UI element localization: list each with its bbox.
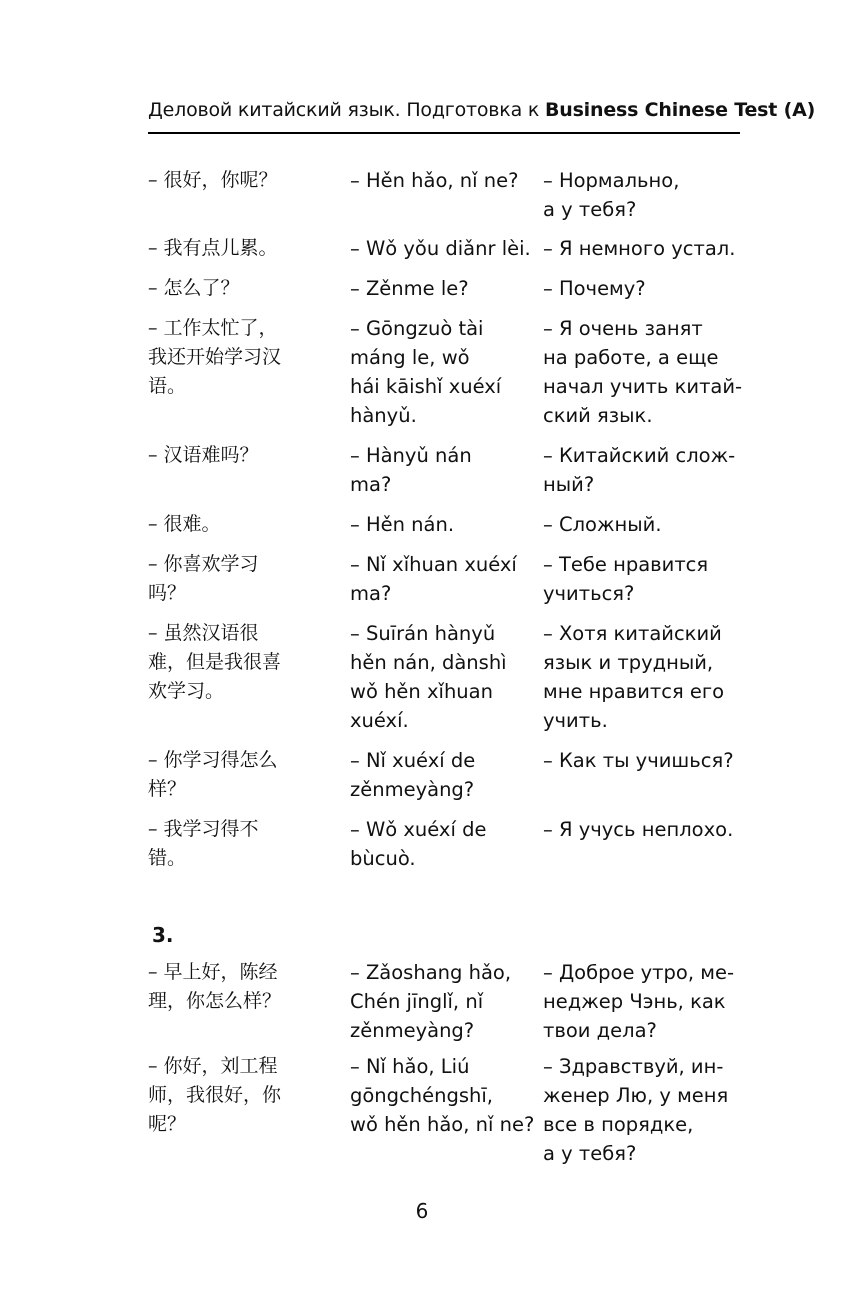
pinyin-line: hái kāishǐ xuéxí bbox=[350, 375, 502, 398]
russian-line: – Хотя китайский bbox=[543, 622, 722, 645]
pinyin-line: – Zěnme le? bbox=[350, 277, 469, 300]
russian-line: неджер Чэнь, как bbox=[543, 990, 726, 1013]
pinyin-line: – Nǐ xǐhuan xuéxí bbox=[350, 553, 517, 576]
chinese-line: – 你好，刘工程 bbox=[148, 1055, 278, 1077]
russian-line: женер Лю, у меня bbox=[543, 1084, 729, 1107]
chinese-line: 师，我很好，你 bbox=[148, 1084, 282, 1106]
chinese-line: – 很难。 bbox=[148, 513, 221, 535]
chinese-line: 语。 bbox=[148, 375, 187, 397]
chinese-line: 呢？ bbox=[148, 1113, 187, 1135]
pinyin-cell bbox=[350, 550, 528, 608]
chinese-cell bbox=[148, 619, 326, 706]
pinyin-line: máng le, wǒ bbox=[350, 346, 470, 369]
chinese-line: 吗？ bbox=[148, 582, 187, 604]
chinese-cell bbox=[148, 1052, 326, 1139]
pinyin-cell bbox=[350, 166, 528, 195]
russian-cell bbox=[543, 958, 738, 1045]
chinese-cell bbox=[148, 958, 326, 1016]
pinyin-line: – Nǐ xuéxí de bbox=[350, 749, 476, 772]
russian-line: на работе, а еще bbox=[543, 346, 719, 369]
pinyin-line: xuéxí. bbox=[350, 709, 409, 732]
russian-cell bbox=[543, 619, 738, 735]
pinyin-cell bbox=[350, 274, 528, 303]
russian-cell bbox=[543, 1052, 738, 1168]
pinyin-line: wǒ hěn xǐhuan bbox=[350, 680, 493, 703]
russian-cell bbox=[543, 510, 738, 539]
chinese-line: – 我有点儿累。 bbox=[148, 237, 278, 259]
page-number: 6 bbox=[415, 1199, 429, 1223]
pinyin-cell bbox=[350, 234, 531, 263]
chinese-cell bbox=[148, 234, 326, 263]
russian-line: язык и трудный, bbox=[543, 651, 714, 674]
russian-cell bbox=[543, 815, 738, 844]
chinese-line: 理，你怎么样？ bbox=[148, 990, 282, 1012]
chinese-line: – 你喜欢学习 bbox=[148, 553, 259, 575]
pinyin-line: – Gōngzuò tài bbox=[350, 317, 484, 340]
pinyin-line: hànyǔ. bbox=[350, 404, 417, 427]
chinese-cell bbox=[148, 815, 326, 873]
russian-line: учить. bbox=[543, 709, 608, 732]
russian-cell bbox=[543, 746, 738, 775]
chinese-cell bbox=[148, 441, 326, 470]
russian-cell bbox=[543, 441, 738, 499]
pinyin-cell bbox=[350, 958, 528, 1045]
pinyin-line: ma? bbox=[350, 473, 392, 496]
pinyin-line: – Wǒ yǒu diǎnr lèi. bbox=[350, 237, 531, 260]
pinyin-line: zěnmeyàng? bbox=[350, 1019, 475, 1042]
russian-line: – Сложный. bbox=[543, 513, 662, 536]
pinyin-line: – Wǒ xuéxí de bbox=[350, 818, 487, 841]
russian-line: ский язык. bbox=[543, 404, 653, 427]
russian-cell bbox=[543, 314, 743, 430]
pinyin-cell bbox=[350, 815, 528, 873]
chinese-line: – 汉语难吗？ bbox=[148, 444, 259, 466]
russian-line: – Почему? bbox=[543, 277, 646, 300]
pinyin-line: – Nǐ hǎo, Liú bbox=[350, 1055, 470, 1078]
russian-line: – Нормально, bbox=[543, 169, 680, 192]
pinyin-cell bbox=[350, 441, 528, 499]
pinyin-line: gōngchéngshī, bbox=[350, 1084, 493, 1107]
pinyin-cell bbox=[350, 1052, 535, 1139]
pinyin-line: – Hěn nán. bbox=[350, 513, 455, 536]
russian-cell bbox=[543, 234, 738, 263]
russian-line: – Доброе утро, ме- bbox=[543, 961, 734, 984]
pinyin-line: wǒ hěn hǎo, nǐ ne? bbox=[350, 1113, 535, 1136]
running-head-title-bold: Business Chinese Test (A) bbox=[544, 99, 816, 121]
chinese-cell bbox=[148, 314, 326, 401]
russian-line: – Я очень занят bbox=[543, 317, 703, 340]
russian-line: твои дела? bbox=[543, 1019, 657, 1042]
chinese-line: – 你学习得怎么 bbox=[148, 749, 278, 771]
pinyin-line: Chén jīnglǐ, nǐ bbox=[350, 990, 484, 1013]
russian-line: все в порядке, bbox=[543, 1113, 694, 1136]
chinese-line: – 工作太忙了， bbox=[148, 317, 278, 339]
russian-line: а у тебя? bbox=[543, 198, 637, 221]
pinyin-line: zěnmeyàng? bbox=[350, 778, 475, 801]
pinyin-cell bbox=[350, 314, 528, 430]
russian-cell bbox=[543, 166, 738, 224]
russian-line: – Китайский слож- bbox=[543, 444, 736, 467]
pinyin-line: – Hànyǔ nán bbox=[350, 444, 472, 467]
chinese-cell bbox=[148, 166, 326, 195]
pinyin-line: bùcuò. bbox=[350, 847, 416, 870]
running-head bbox=[148, 96, 816, 134]
pinyin-line: – Zǎoshang hǎo, bbox=[350, 961, 512, 984]
russian-line: ный? bbox=[543, 473, 595, 496]
chinese-cell bbox=[148, 746, 326, 804]
chinese-line: 我还开始学习汉 bbox=[148, 346, 282, 368]
russian-line: – Как ты учишься? bbox=[543, 749, 734, 772]
section-number: 3. bbox=[152, 923, 174, 947]
chinese-line: – 很好，你呢？ bbox=[148, 169, 278, 191]
russian-line: – Я учусь неплохо. bbox=[543, 818, 734, 841]
chinese-line: – 怎么了？ bbox=[148, 277, 240, 299]
pinyin-line: – Hěn hǎo, nǐ ne? bbox=[350, 169, 519, 192]
russian-line: – Здравствуй, ин- bbox=[543, 1055, 724, 1078]
running-head-title: Деловой китайский язык. Подготовка к bbox=[148, 99, 545, 121]
chinese-line: 难，但是我很喜 bbox=[148, 651, 282, 673]
russian-cell bbox=[543, 550, 738, 608]
chinese-line: – 虽然汉语很 bbox=[148, 622, 259, 644]
chinese-cell bbox=[148, 550, 326, 608]
chinese-line: – 早上好，陈经 bbox=[148, 961, 278, 983]
russian-line: мне нравится его bbox=[543, 680, 725, 703]
chinese-cell bbox=[148, 510, 326, 539]
chinese-line: – 我学习得不 bbox=[148, 818, 259, 840]
pinyin-line: ma? bbox=[350, 582, 392, 605]
pinyin-line: hěn nán, dànshì bbox=[350, 651, 507, 674]
russian-line: начал учить китай- bbox=[543, 375, 743, 398]
pinyin-cell bbox=[350, 746, 528, 804]
pinyin-line: – Suīrán hànyǔ bbox=[350, 622, 496, 645]
pinyin-cell bbox=[350, 619, 528, 735]
russian-line: а у тебя? bbox=[543, 1142, 637, 1165]
russian-line: – Тебе нравится bbox=[543, 553, 709, 576]
chinese-line: 样？ bbox=[148, 778, 187, 800]
chinese-line: 欢学习。 bbox=[148, 680, 225, 702]
chinese-cell bbox=[148, 274, 326, 303]
chinese-line: 错。 bbox=[148, 847, 187, 869]
russian-cell bbox=[543, 274, 738, 303]
russian-line: учиться? bbox=[543, 582, 635, 605]
russian-line: – Я немного устал. bbox=[543, 237, 736, 260]
pinyin-cell bbox=[350, 510, 528, 539]
